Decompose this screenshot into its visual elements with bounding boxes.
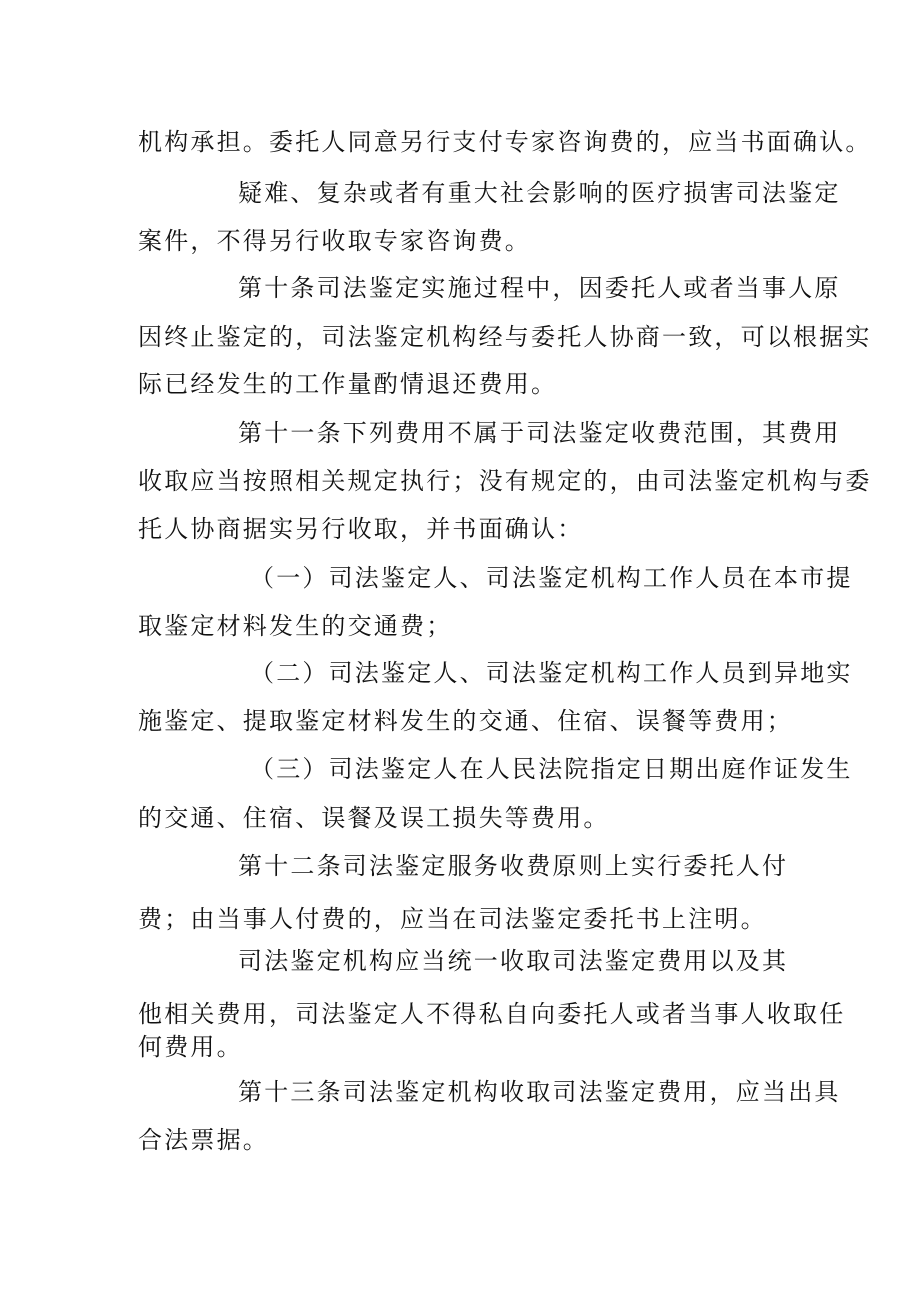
article-12-heading: 第十二条司法鉴定服务收费原则上实行委托人付 (238, 852, 789, 880)
text-line: 费；由当事人付费的，应当在司法鉴定委托书上注明。 (138, 905, 767, 933)
article-13-heading: 第十三条司法鉴定机构收取司法鉴定费用，应当出具 (238, 1078, 841, 1106)
list-item-3: （三）司法鉴定人在人民法院指定日期出庭作证发生 (250, 755, 853, 783)
text-line: 因终止鉴定的，司法鉴定机构经与委托人协商一致，可以根据实 (138, 323, 872, 351)
text-line: 托人协商据实另行收取，并书面确认： (138, 515, 584, 543)
paragraph-start: 司法鉴定机构应当统一收取司法鉴定费用以及其 (238, 947, 789, 975)
paragraph-start: 疑难、复杂或者有重大社会影响的医疗损害司法鉴定 (238, 179, 841, 207)
text-line: 取鉴定材料发生的交通费； (138, 612, 453, 640)
article-10-heading: 第十条司法鉴定实施过程中，因委托人或者当事人原 (238, 274, 841, 302)
text-line: 何费用。 (138, 1033, 243, 1061)
text-line: 案件，不得另行收取专家咨询费。 (138, 227, 531, 255)
article-11-heading: 第十一条下列费用不属于司法鉴定收费范围，其费用 (238, 419, 841, 447)
text-line: 机构承担。委托人同意另行支付专家咨询费的，应当书面确认。 (138, 128, 872, 156)
list-item-1: （一）司法鉴定人、司法鉴定机构工作人员在本市提 (250, 564, 853, 592)
text-line: 际已经发生的工作量酌情退还费用。 (138, 370, 558, 398)
text-line: 合法票据。 (138, 1126, 269, 1154)
text-line: 的交通、住宿、误餐及误工损失等费用。 (138, 804, 610, 832)
list-item-2: （二）司法鉴定人、司法鉴定机构工作人员到异地实 (250, 659, 853, 687)
text-line: 施鉴定、提取鉴定材料发生的交通、住宿、误餐等费用； (138, 707, 793, 735)
text-line: 他相关费用，司法鉴定人不得私自向委托人或者当事人收取任 (138, 1000, 846, 1028)
text-line: 收取应当按照相关规定执行；没有规定的，由司法鉴定机构与委 (138, 467, 872, 495)
